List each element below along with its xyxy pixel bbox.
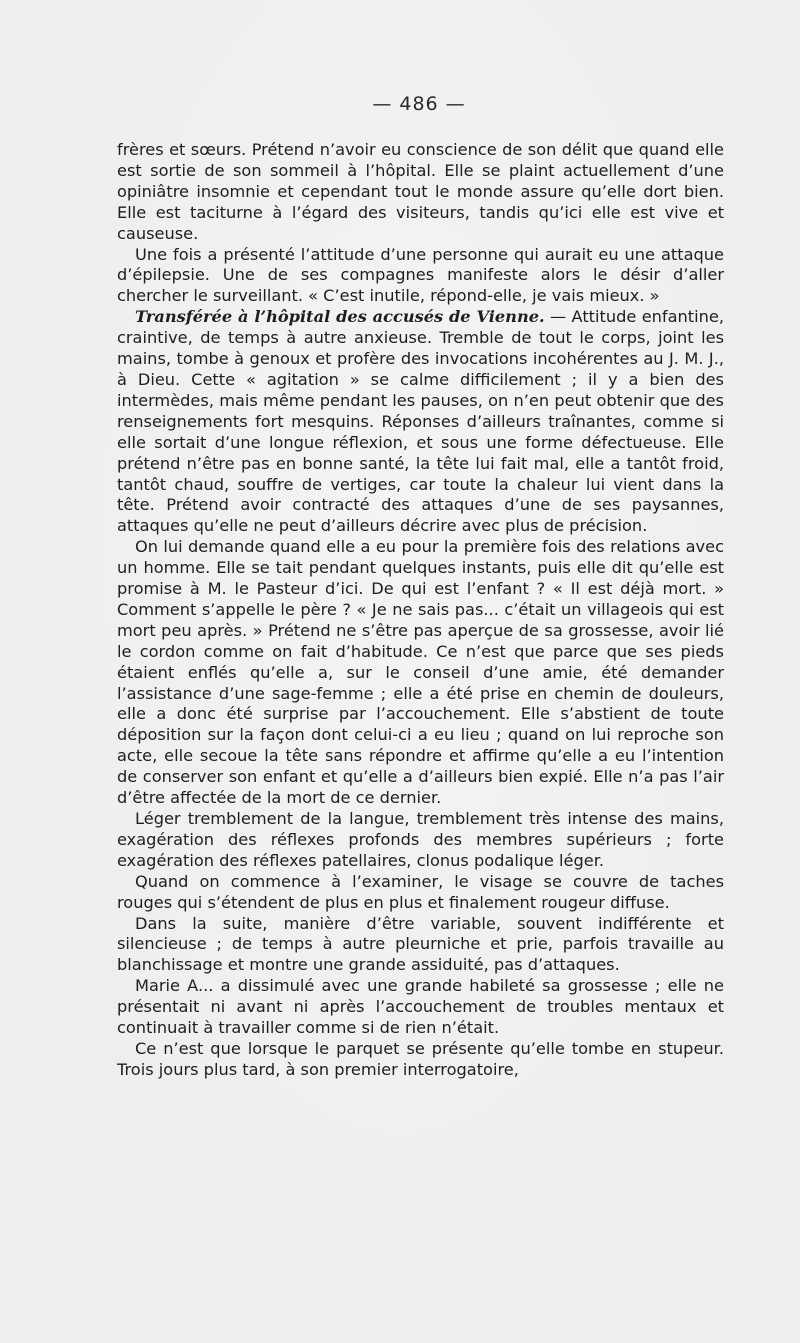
paragraph (117, 307, 724, 537)
paragraph: frères et sœurs. Prétend n’avoir eu conscience de son délit que quand elle est sortie de son sommeil à l’hôpital. Elle se plaint actuellement d’une opiniâtre insomnie et cependant tout le monde assure qu’elle dort bien. Elle est taciturne à l’égard des visiteurs, tandis qu’ici elle est vive et causeuse. (117, 140, 724, 243)
section-heading: Transférée à l’hôpital des accusés de Vienne. (135, 307, 545, 327)
paragraph-text: — Attitude enfantine, craintive, de temps à autre anxieuse. Tremble de tout le corps, joint les mains, tombe à genoux et profère des invocations incohérentes au J. M. J., à Dieu. Cette « agitation » se calme difficilement ; il y a bien des intermèdes, mais même pendant les pauses, on n’en peut obtenir que des renseignements fort mesquins. Réponses d’ailleurs traînantes, comme si elle sortait d’une longue réflexion, et sous une forme défectueuse. Elle prétend n’être pas en bonne santé, la tête lui fait mal, elle a tantôt froid, tantôt chaud, souffre de vertiges, car toute la chaleur lui vient dans la tête. Prétend avoir contracté des attaques d’une de ses paysannes, attaques qu’elle ne peut d’ailleurs décrire avec plus de précision. (117, 307, 725, 536)
paragraph: On lui demande quand elle a eu pour la première fois des relations avec un homme. Elle se tait pendant quelques instants, puis elle dit qu’elle est promise à M. le Pasteur d’ici. De qui est l’enfant ? « Il est déjà mort. » Comment s’appelle le père ? « Je ne sais pas... c’était un villageois qui est mort peu après. » Prétend ne s’être pas aperçue de sa grossesse, avoir lié le cordon comme on fait d’habitude. Ce n’est que parce que ses pieds étaient enflés qu’elle a, sur le conseil d’une amie, été demander l’assistance d’une sage-femme ; elle a été prise en chemin de douleurs, elle a donc été surprise par l’accouchement. Elle s’abstient de toute déposition sur la façon dont celui-ci a eu lieu ; quand on lui reproche son acte, elle secoue la tête sans répondre et affirme qu’elle a eu l’intention de conserver son enfant et qu’elle a d’ailleurs bien expié. Elle n’a pas l’air d’être affectée de la mort de ce dernier. (117, 537, 724, 808)
paragraph: Dans la suite, manière d’être variable, souvent indifférente et silencieuse ; de temps à autre pleurniche et prie, parfois travaille au blanchissage et montre une grande assiduité, pas d’attaques. (117, 913, 724, 975)
body-text (117, 140, 724, 1081)
paragraph: Marie A... a dissimulé avec une grande habileté sa grossesse ; elle ne présentait ni avant ni après l’accouchement de troubles mentaux et continuait à travailler comme si de rien n’était. (117, 976, 724, 1038)
paragraph: Ce n’est que lorsque le parquet se présente qu’elle tombe en stupeur. Trois jours plus tard, à son premier interrogatoire, (117, 1038, 724, 1079)
paragraph: Léger tremblement de la langue, tremblement très intense des mains, exagération des réflexes profonds des membres supérieurs ; forte exagération des réflexes patellaires, clonus podalique léger. (117, 809, 724, 870)
paragraph: Quand on commence à l’examiner, le visage se couvre de taches rouges qui s’étendent de plus en plus et finalement rougeur diffuse. (117, 871, 724, 912)
paragraph: Une fois a présenté l’attitude d’une personne qui aurait eu une attaque d’épilepsie. Une de ses compagnes manifeste alors le désir d’aller chercher le surveillant. « C’est inutile, répond-elle, je vais mieux. » (117, 244, 724, 306)
page-number: — 486 — (372, 93, 466, 115)
